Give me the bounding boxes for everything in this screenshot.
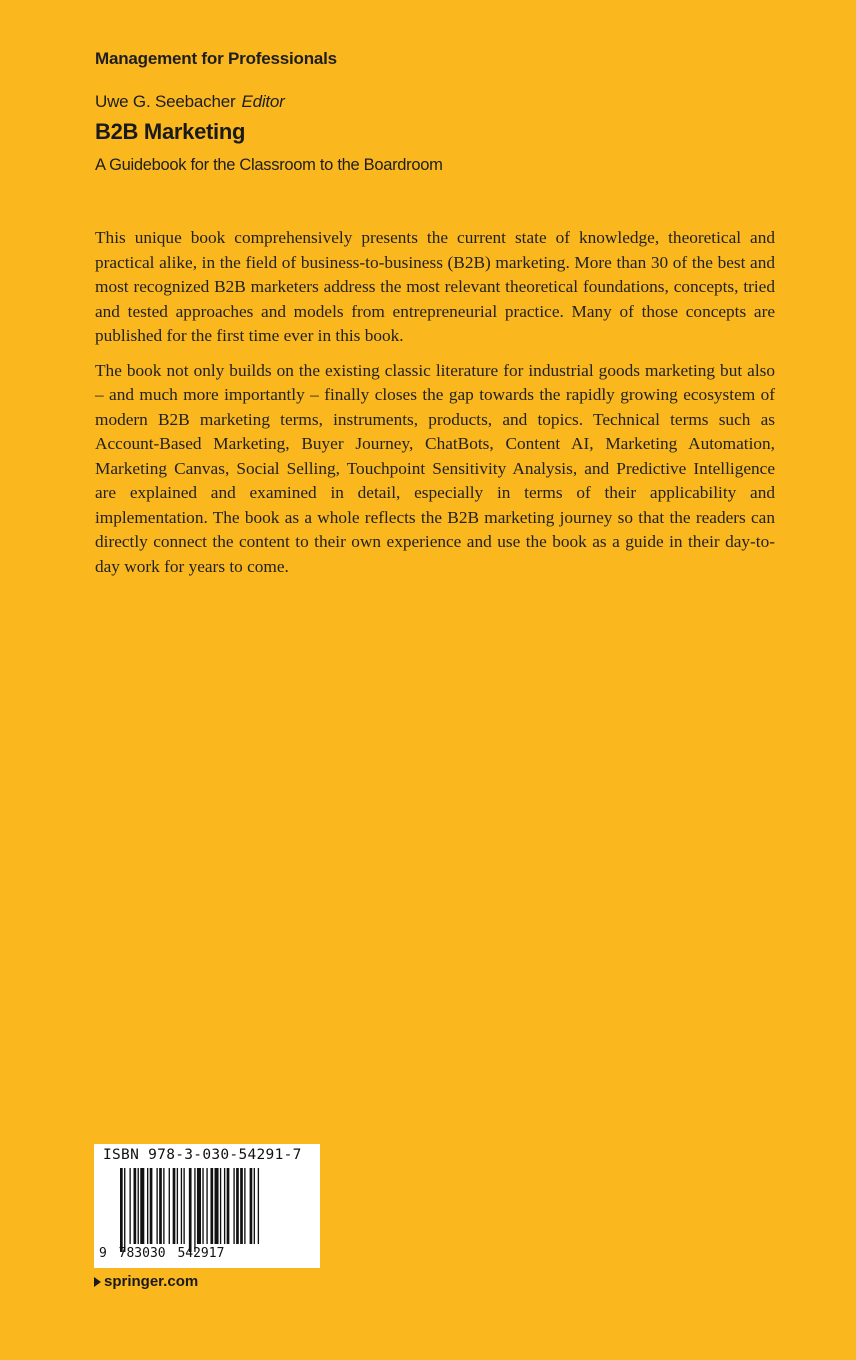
barcode-digits bbox=[99, 1246, 224, 1261]
isbn-label: ISBN 978-3-030-54291-7 bbox=[103, 1147, 302, 1163]
barcode-bar bbox=[224, 1168, 225, 1244]
barcode-bar bbox=[227, 1168, 230, 1244]
editor-name: Uwe G. Seebacher bbox=[95, 92, 236, 111]
book-subtitle: A Guidebook for the Classroom to the Boardroom bbox=[95, 156, 443, 174]
barcode-bar bbox=[159, 1168, 162, 1244]
barcode-bar bbox=[244, 1168, 245, 1244]
barcode-bar bbox=[169, 1168, 170, 1244]
barcode-bar bbox=[183, 1168, 184, 1244]
barcode-bar bbox=[163, 1168, 164, 1244]
barcode-bar bbox=[173, 1168, 176, 1244]
barcode-bar bbox=[134, 1168, 137, 1244]
barcode-bar bbox=[129, 1168, 130, 1244]
book-title: B2B Marketing bbox=[95, 119, 246, 144]
barcode-bar bbox=[181, 1168, 182, 1244]
barcode-bar bbox=[147, 1168, 148, 1244]
barcode-bar bbox=[140, 1168, 144, 1244]
barcode-bar bbox=[156, 1168, 157, 1244]
barcode-bar bbox=[254, 1168, 255, 1244]
barcode-bar bbox=[138, 1168, 139, 1244]
barcode-bar bbox=[194, 1168, 195, 1252]
barcode-bar bbox=[150, 1168, 153, 1244]
barcode-bar bbox=[189, 1168, 192, 1252]
barcode-bar bbox=[215, 1168, 219, 1244]
barcode-bar bbox=[210, 1168, 213, 1244]
barcode-bar bbox=[233, 1168, 234, 1244]
book-description bbox=[95, 226, 775, 589]
barcode-bar bbox=[250, 1168, 253, 1244]
barcode-digits-right: 542917 bbox=[177, 1246, 225, 1261]
barcode-digits-left: 783030 bbox=[118, 1246, 166, 1261]
barcode-bar bbox=[236, 1168, 239, 1244]
barcode-bar bbox=[258, 1168, 259, 1244]
barcode-bar bbox=[177, 1168, 178, 1244]
play-arrow-icon bbox=[94, 1277, 101, 1287]
description-paragraph: This unique book comprehensively presents the current state of knowledge, theoretical and practical alike, in the field of business-to-business (B2B) marketing. More than 30 of the best and most recognized B2B marketers address the most relevant theoretical foundations, concepts, tried and tested approaches and models from entrepreneurial practice. Many of those concepts are published for the first time ever in this book. bbox=[95, 228, 775, 345]
barcode-bar bbox=[202, 1168, 203, 1244]
barcode-bar bbox=[197, 1168, 201, 1244]
barcode-panel bbox=[94, 1144, 320, 1268]
series-title: Management for Professionals bbox=[95, 49, 337, 68]
barcode-digit-first: 9 bbox=[99, 1246, 107, 1261]
publisher-link[interactable] bbox=[94, 1273, 198, 1290]
barcode-bar bbox=[120, 1168, 123, 1252]
editor-line bbox=[95, 92, 285, 112]
barcode-bar bbox=[220, 1168, 221, 1244]
description-paragraph: The book not only builds on the existing classic literature for industrial goods marketing but also – and much more importantly – finally closes the gap towards the rapidly growing ecosystem of modern B2B marketing terms, instruments, products, and topics. Technical terms such as Account-Based Marketing, Buyer Journey, ChatBots, Content AI, Marketing Automation, Marketing Canvas, Social Selling, Touchpoint Sensitivity Analysis, and Predictive Intelligence are explained and examined in detail, especially in terms of their applicability and implementation. The book as a whole reflects the B2B marketing journey so that the readers can directly connect the content to their own experience and use the book as a guide in their day-to-day work for years to come. bbox=[95, 360, 775, 576]
barcode-bar bbox=[206, 1168, 207, 1244]
editor-role: Editor bbox=[241, 92, 285, 111]
barcode-bar bbox=[124, 1168, 125, 1252]
publisher-url[interactable]: springer.com bbox=[104, 1273, 199, 1290]
barcode-bar bbox=[240, 1168, 243, 1244]
